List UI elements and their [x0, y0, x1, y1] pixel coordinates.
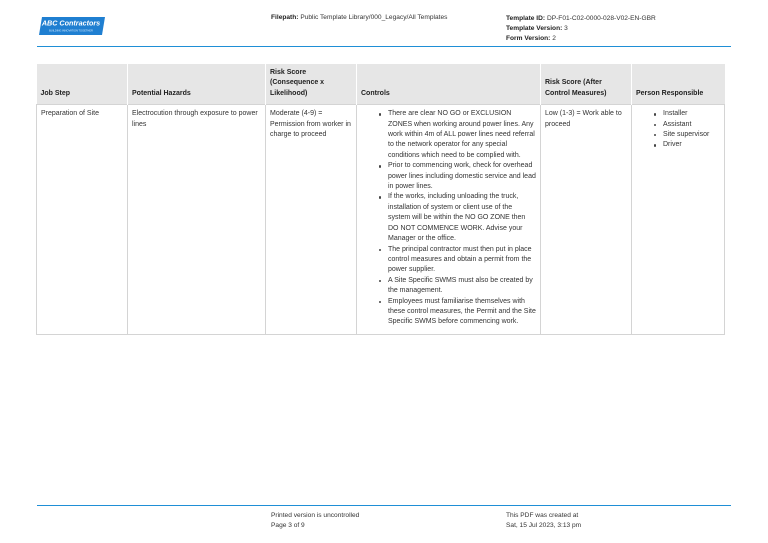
column-header-person-responsible: Person Responsible: [632, 64, 725, 105]
persons-list: [636, 109, 720, 151]
column-header-risk-score: Risk Score (Consequence x Likelihood): [266, 64, 357, 105]
control-item: There are clear NO GO or EXCLUSION ZONES when working around power lines. Any work within 4m of ALL power lines need referral to the network operator for any special conditions which need to be complied with.: [388, 109, 536, 161]
created-date: Sat, 15 Jul 2023, 3:13 pm: [506, 521, 582, 529]
person-item: Site supervisor: [663, 130, 720, 140]
job-step-cell: Preparation of Site: [37, 105, 128, 335]
person-responsible-cell: [632, 105, 725, 335]
template-version-label: Template Version:: [506, 25, 563, 32]
control-item: The principal contractor must then put in place control measures and obtain a permit from the power supplier.: [388, 245, 536, 276]
control-item: If the works, including unloading the truck, installation of system or client use of the system will be within the NO GO ZONE then DO NOT COMMENCE WORK. Advise your Manager or the office.: [388, 192, 536, 244]
risk-after-cell: Low (1-3) = Work able to proceed: [541, 105, 632, 335]
template-version-value: 3: [564, 25, 568, 32]
logo-badge: [38, 16, 106, 36]
template-id-line: [506, 14, 656, 24]
control-item: Employees must familiarise themselves with these control measures, the Permit and the Site Specific SWMS before commencing work.: [388, 297, 536, 328]
filepath-value: Public Template Library/000_Legacy/All Templates: [300, 14, 448, 21]
risk-assessment-table: [36, 64, 725, 335]
filepath: [271, 14, 447, 21]
uncontrolled-notice: Printed version is uncontrolled: [271, 512, 360, 519]
column-header-risk-score-after: Risk Score (After Control Measures): [541, 64, 632, 105]
template-meta: [506, 14, 656, 44]
filepath-label: Filepath:: [271, 14, 299, 21]
footer-created-info: [506, 511, 581, 530]
page-header: [0, 0, 768, 48]
control-item: A Site Specific SWMS must also be created by the management.: [388, 276, 536, 297]
footer-divider: [37, 505, 731, 506]
hazards-cell: Electrocution through exposure to power lines: [128, 105, 266, 335]
logo-tagline-text: BUILDING INNOVATION TOGETHER: [49, 29, 93, 33]
table-header-row: [37, 64, 725, 105]
header-divider: [37, 46, 731, 47]
column-header-job-step: Job Step: [37, 64, 128, 105]
person-item: Driver: [663, 140, 720, 150]
control-item: Prior to commencing work, check for overhead power lines including domestic service and lead in power lines.: [388, 161, 536, 192]
table-row: [37, 105, 725, 335]
person-item: Assistant: [663, 120, 720, 130]
template-id-value: DP-F01-C02-0000-028-V02-EN-GBR: [546, 15, 656, 22]
created-label: This PDF was created at: [506, 512, 579, 519]
footer-print-info: [271, 511, 359, 530]
logo-brand-text: ABC Contractors: [41, 18, 101, 28]
column-header-potential-hazards: Potential Hazards: [128, 64, 266, 105]
person-item: Installer: [663, 109, 720, 119]
template-version-line: [506, 24, 656, 34]
form-version-value: 2: [552, 35, 556, 42]
risk-score-cell: Moderate (4-9) = Permission from worker in charge to proceed: [266, 105, 357, 335]
form-version-line: [506, 34, 656, 44]
controls-cell: [357, 105, 541, 335]
page-number: Page 3 of 9: [271, 521, 305, 529]
controls-list: [361, 109, 536, 328]
column-header-controls: Controls: [357, 64, 541, 105]
template-id-label: Template ID:: [506, 15, 546, 22]
form-version-label: Form Version:: [506, 35, 551, 42]
company-logo: [38, 16, 106, 36]
